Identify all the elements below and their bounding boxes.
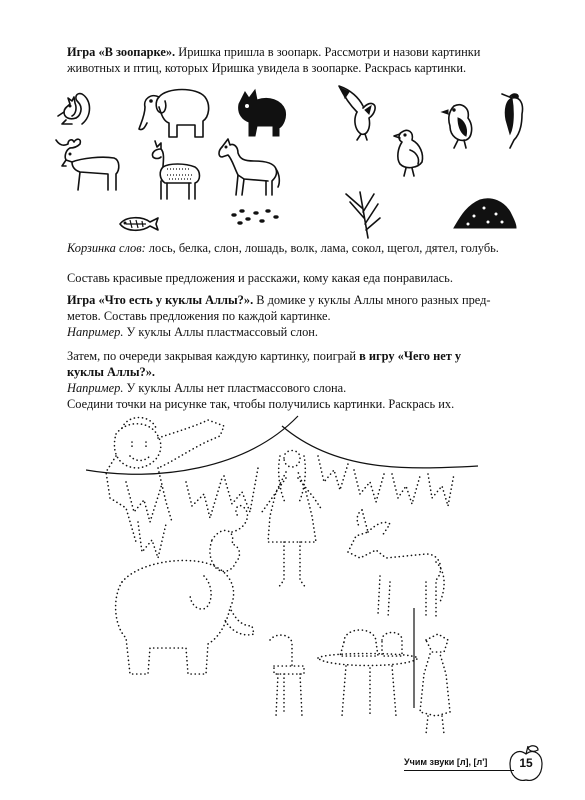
game2-paragraph [67,292,547,324]
example2-label: Например. [67,381,124,395]
game1-paragraph [67,44,547,76]
wolf-icon [233,86,289,138]
falcon-icon [335,84,383,142]
game2-title: Игра «Что есть у куклы Аллы?». [67,293,254,307]
game3-line1-a: Затем, по очереди закрывая каждую картинку, поиграй [67,349,360,363]
game1-line2: животных и птиц, которых Иришка увидела в зоопарке. Раскрась картинки. [67,61,467,75]
example1-text: У куклы Аллы пластмассовый слон. [123,325,318,339]
compose-instruction: Составь красивые предложения и расскажи, кому какая еда понравилась. [67,271,453,285]
footer-topic: Учим звуки [л], [л'] [404,757,488,767]
word-basket-label: Корзинка слов: [67,241,146,255]
game2-line1: В домике у куклы Аллы много разных пред- [253,293,491,307]
footer-rule [404,770,514,771]
example1-label: Например. [67,325,124,339]
example2-text: У куклы Аллы нет пластмассового слона. [123,381,347,395]
game3-line2: куклы Аллы?». [67,365,156,379]
woodpecker-icon [492,90,530,152]
word-basket-words: лось, белка, слон, лошадь, волк, лама, сокол, щегол, дятел, голубь. [145,241,499,255]
connect-dots-instruction: Соедини точки на рисунке так, чтобы получились картинки. Раскрась их. [67,397,455,411]
game1-title: Игра «В зоопарке». [67,45,176,59]
dot-to-dot-picture [86,412,498,742]
seeds-icon [228,205,282,227]
example2 [67,380,547,396]
horse-icon [214,135,282,197]
game1-line1: Иришка пришла в зоопарк. Рассмотри и назови картинки [175,45,481,59]
game3-line1-b: в игру «Чего нет у [359,349,462,363]
page-number: 15 [519,756,533,770]
example1 [67,324,547,340]
game2-line2: метов. Составь предложения по каждой картинке. [67,309,331,323]
elephant-icon [137,83,213,141]
meat-food-icon [452,192,518,232]
moose-icon [52,134,124,194]
goldfinch-icon [440,100,476,152]
twigs-icon [340,188,384,240]
llama-icon [143,137,205,201]
word-basket [67,240,567,256]
pigeon-icon [388,126,428,178]
game3-paragraph [67,348,547,380]
squirrel-icon [52,86,94,128]
fish-food-icon [116,212,160,234]
